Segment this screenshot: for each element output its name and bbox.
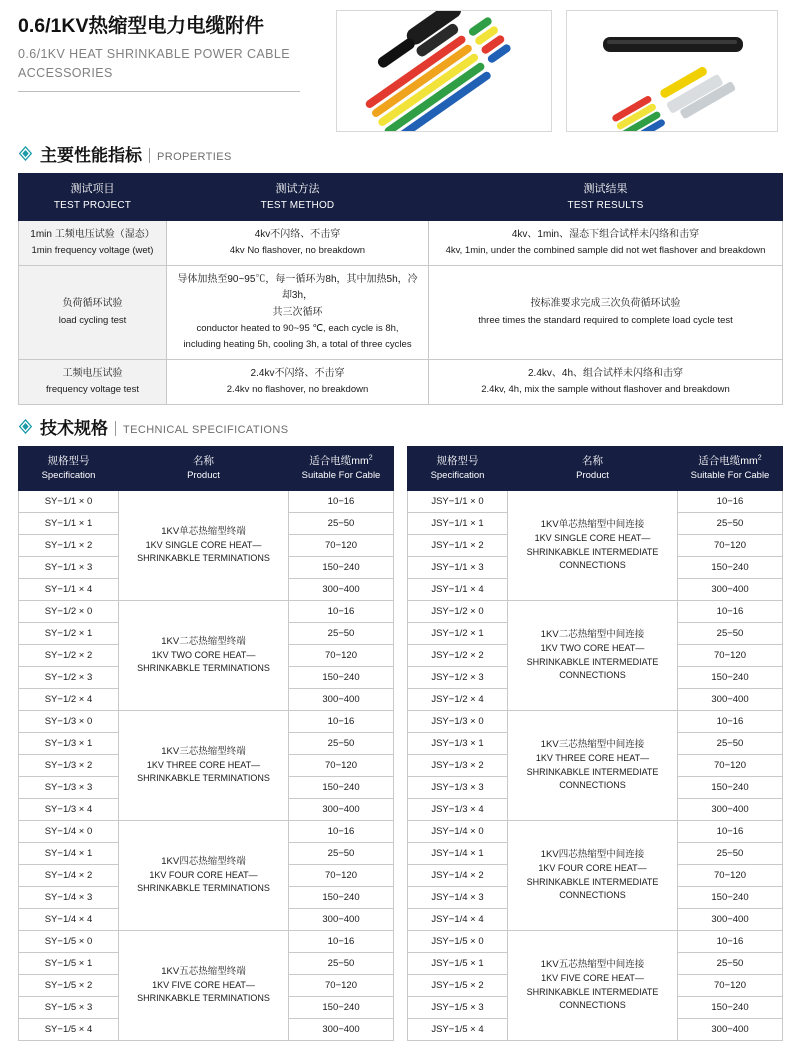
cell-specification: JSY−1/1 × 1 bbox=[408, 512, 508, 534]
cell-suitable-cable: 10−16 bbox=[289, 820, 394, 842]
cell-suitable-cable: 70−120 bbox=[289, 644, 394, 666]
cell-specification: JSY−1/1 × 2 bbox=[408, 534, 508, 556]
cell-specification: JSY−1/2 × 4 bbox=[408, 688, 508, 710]
section-header-properties bbox=[0, 146, 800, 164]
cell-specification: JSY−1/5 × 3 bbox=[408, 996, 508, 1018]
column-header-product: 名称 Product bbox=[508, 446, 678, 490]
cell-suitable-cable: 70−120 bbox=[678, 864, 783, 886]
title-divider bbox=[18, 91, 300, 92]
cell-suitable-cable: 10−16 bbox=[289, 490, 394, 512]
cell-suitable-cable: 70−120 bbox=[289, 974, 394, 996]
cell-specification: JSY−1/2 × 2 bbox=[408, 644, 508, 666]
superscript-two: 2 bbox=[368, 454, 373, 462]
cell-specification: SY−1/3 × 2 bbox=[19, 754, 119, 776]
cell-specification: SY−1/1 × 3 bbox=[19, 556, 119, 578]
cell-specification: SY−1/2 × 0 bbox=[19, 600, 119, 622]
cell-specification: SY−1/1 × 2 bbox=[19, 534, 119, 556]
cell-suitable-cable: 150−240 bbox=[678, 556, 783, 578]
cell-suitable-cable: 150−240 bbox=[289, 666, 394, 688]
cell-specification: JSY−1/1 × 4 bbox=[408, 578, 508, 600]
product-photo-black-tube-and-kit bbox=[566, 10, 778, 132]
diamond-bullet-icon bbox=[18, 419, 33, 434]
cell-specification: JSY−1/4 × 4 bbox=[408, 908, 508, 930]
cell-suitable-cable: 300−400 bbox=[289, 1018, 394, 1040]
title-block bbox=[18, 10, 336, 132]
cell-specification: SY−1/5 × 3 bbox=[19, 996, 119, 1018]
table-header-row bbox=[408, 446, 783, 490]
cell-specification: SY−1/1 × 4 bbox=[19, 578, 119, 600]
cell-specification: SY−1/3 × 3 bbox=[19, 776, 119, 798]
page-title-cn: 0.6/1KV热缩型电力电缆附件 bbox=[18, 15, 264, 37]
cell-product-name: 1KV三芯热缩型中间连接 1KV THREE CORE HEAT—SHRINKABKLE INTERMEDIATE CONNECTIONS bbox=[508, 710, 678, 820]
cell-suitable-cable: 300−400 bbox=[678, 578, 783, 600]
cell-specification: JSY−1/3 × 0 bbox=[408, 710, 508, 732]
cell-suitable-cable: 150−240 bbox=[678, 666, 783, 688]
cell-suitable-cable: 25−50 bbox=[289, 842, 394, 864]
table-row bbox=[408, 600, 783, 622]
superscript-two: 2 bbox=[757, 454, 762, 462]
cell-suitable-cable: 70−120 bbox=[289, 754, 394, 776]
column-header-test-method: 测试方法 TEST METHOD bbox=[167, 174, 429, 221]
section-title-divider bbox=[115, 421, 116, 436]
cell-specification: JSY−1/2 × 3 bbox=[408, 666, 508, 688]
cell-suitable-cable: 25−50 bbox=[678, 512, 783, 534]
cell-specification: JSY−1/4 × 3 bbox=[408, 886, 508, 908]
section-header-specifications bbox=[0, 419, 800, 437]
cell-suitable-cable: 25−50 bbox=[289, 622, 394, 644]
cell-suitable-cable: 150−240 bbox=[289, 776, 394, 798]
column-header-test-project: 测试项目 TEST PROJECT bbox=[19, 174, 167, 221]
cell-suitable-cable: 10−16 bbox=[678, 490, 783, 512]
page-title-en: 0.6/1KV HEAT SHRINKABLE POWER CABLE ACCESSORIES bbox=[18, 47, 290, 80]
page-header bbox=[0, 0, 800, 132]
diamond-bullet-icon bbox=[18, 146, 33, 161]
cell-test-result: 按标准要求完成三次负荷循环试验 three times the standard required to complete load cycle test bbox=[429, 265, 783, 359]
cell-test-project: 1min 工频电压试验（湿态） 1min frequency voltage (wet) bbox=[19, 220, 167, 265]
cell-specification: JSY−1/1 × 3 bbox=[408, 556, 508, 578]
cell-suitable-cable: 25−50 bbox=[289, 512, 394, 534]
cell-specification: SY−1/4 × 2 bbox=[19, 864, 119, 886]
cell-suitable-cable: 25−50 bbox=[289, 952, 394, 974]
cell-specification: JSY−1/5 × 4 bbox=[408, 1018, 508, 1040]
spec-table-terminations bbox=[18, 446, 394, 1041]
cell-product-name: 1KV单芯热缩型终端 1KV SINGLE CORE HEAT—SHRINKABKLE TERMINATIONS bbox=[119, 490, 289, 600]
cell-product-name: 1KV五芯热缩型中间连接 1KV FIVE CORE HEAT—SHRINKABKLE INTERMEDIATE CONNECTIONS bbox=[508, 930, 678, 1040]
product-image-gallery bbox=[336, 10, 782, 132]
cell-product-name: 1KV四芯热缩型终端 1KV FOUR CORE HEAT—SHRINKABKLE TERMINATIONS bbox=[119, 820, 289, 930]
cell-test-project: 负荷循环试验 load cycling test bbox=[19, 265, 167, 359]
cell-product-name: 1KV四芯热缩型中间连接 1KV FOUR CORE HEAT—SHRINKABKLE INTERMEDIATE CONNECTIONS bbox=[508, 820, 678, 930]
cell-suitable-cable: 10−16 bbox=[289, 600, 394, 622]
cell-suitable-cable: 70−120 bbox=[289, 864, 394, 886]
table-row bbox=[19, 359, 783, 404]
cell-specification: SY−1/5 × 4 bbox=[19, 1018, 119, 1040]
cell-suitable-cable: 10−16 bbox=[678, 820, 783, 842]
cell-specification: SY−1/5 × 2 bbox=[19, 974, 119, 996]
cell-test-method: 导体加热至90~95℃，每一循环为8h，其中加热5h，冷却3h， 共三次循环 conductor heated to 90~95 ℃, each cycle is 8h, including heating 5h, cooling 3h, a total of three cycles bbox=[167, 265, 429, 359]
cell-specification: JSY−1/5 × 1 bbox=[408, 952, 508, 974]
cell-specification: SY−1/3 × 0 bbox=[19, 710, 119, 732]
cell-suitable-cable: 300−400 bbox=[678, 798, 783, 820]
table-row bbox=[19, 265, 783, 359]
cell-specification: JSY−1/3 × 4 bbox=[408, 798, 508, 820]
section-title-divider bbox=[149, 148, 150, 163]
cell-suitable-cable: 300−400 bbox=[289, 578, 394, 600]
cell-suitable-cable: 25−50 bbox=[678, 622, 783, 644]
section-title-en: TECHNICAL SPECIFICATIONS bbox=[123, 423, 289, 436]
cell-specification: SY−1/5 × 0 bbox=[19, 930, 119, 952]
cell-specification: JSY−1/2 × 0 bbox=[408, 600, 508, 622]
table-row bbox=[408, 820, 783, 842]
cell-product-name: 1KV单芯热缩型中间连接 1KV SINGLE CORE HEAT—SHRINKABKLE INTERMEDIATE CONNECTIONS bbox=[508, 490, 678, 600]
product-photo-colored-tubes bbox=[336, 10, 552, 132]
cell-suitable-cable: 300−400 bbox=[678, 688, 783, 710]
column-header-suitable-cable: 适合电缆$mm^2$ Suitable For Cable bbox=[289, 446, 394, 490]
cell-suitable-cable: 70−120 bbox=[678, 644, 783, 666]
cell-suitable-cable: 150−240 bbox=[289, 996, 394, 1018]
colored-tubes-illustration bbox=[337, 11, 552, 132]
cell-suitable-cable: 10−16 bbox=[678, 600, 783, 622]
cell-specification: SY−1/3 × 4 bbox=[19, 798, 119, 820]
cell-specification: SY−1/5 × 1 bbox=[19, 952, 119, 974]
cell-suitable-cable: 25−50 bbox=[678, 732, 783, 754]
cell-suitable-cable: 25−50 bbox=[678, 952, 783, 974]
cell-suitable-cable: 150−240 bbox=[678, 996, 783, 1018]
cell-suitable-cable: 10−16 bbox=[289, 710, 394, 732]
table-header-row bbox=[19, 446, 394, 490]
cell-test-result: 4kv、1min、湿态下组合试样未闪络和击穿 4kv, 1min, under the combined sample did not wet flashover and breakdown bbox=[429, 220, 783, 265]
cell-suitable-cable: 300−400 bbox=[289, 688, 394, 710]
table-row bbox=[19, 930, 394, 952]
section-title-cn: 技术规格 bbox=[40, 418, 108, 438]
cell-suitable-cable: 300−400 bbox=[678, 908, 783, 930]
cell-specification: SY−1/1 × 0 bbox=[19, 490, 119, 512]
table-row bbox=[408, 490, 783, 512]
cell-product-name: 1KV三芯热缩型终端 1KV THREE CORE HEAT—SHRINKABKLE TERMINATIONS bbox=[119, 710, 289, 820]
cell-specification: SY−1/2 × 4 bbox=[19, 688, 119, 710]
black-tube-illustration bbox=[567, 11, 778, 132]
cell-suitable-cable: 150−240 bbox=[678, 776, 783, 798]
cell-suitable-cable: 300−400 bbox=[678, 1018, 783, 1040]
cell-suitable-cable: 300−400 bbox=[289, 908, 394, 930]
column-header-product: 名称 Product bbox=[119, 446, 289, 490]
cell-specification: SY−1/4 × 4 bbox=[19, 908, 119, 930]
table-row bbox=[408, 930, 783, 952]
section-title-cn: 主要性能指标 bbox=[40, 146, 142, 165]
cell-suitable-cable: 10−16 bbox=[289, 930, 394, 952]
cell-specification: JSY−1/3 × 3 bbox=[408, 776, 508, 798]
cell-suitable-cable: 70−120 bbox=[678, 754, 783, 776]
cell-specification: SY−1/3 × 1 bbox=[19, 732, 119, 754]
cell-suitable-cable: 70−120 bbox=[678, 534, 783, 556]
cell-specification: JSY−1/4 × 1 bbox=[408, 842, 508, 864]
cell-specification: JSY−1/4 × 2 bbox=[408, 864, 508, 886]
column-header-suitable-cable: 适合电缆$mm^2$ Suitable For Cable bbox=[678, 446, 783, 490]
cell-product-name: 1KV二芯热缩型终端 1KV TWO CORE HEAT—SHRINKABKLE TERMINATIONS bbox=[119, 600, 289, 710]
cell-suitable-cable: 70−120 bbox=[678, 974, 783, 996]
cell-suitable-cable: 150−240 bbox=[678, 886, 783, 908]
cell-suitable-cable: 10−16 bbox=[678, 930, 783, 952]
section-title-en: PROPERTIES bbox=[157, 151, 232, 163]
cell-specification: JSY−1/3 × 2 bbox=[408, 754, 508, 776]
cell-suitable-cable: 10−16 bbox=[678, 710, 783, 732]
cell-specification: SY−1/4 × 3 bbox=[19, 886, 119, 908]
cell-suitable-cable: 150−240 bbox=[289, 886, 394, 908]
cell-suitable-cable: 150−240 bbox=[289, 556, 394, 578]
table-row bbox=[408, 710, 783, 732]
cell-product-name: 1KV五芯热缩型终端 1KV FIVE CORE HEAT—SHRINKABKLE TERMINATIONS bbox=[119, 930, 289, 1040]
cell-specification: JSY−1/5 × 2 bbox=[408, 974, 508, 996]
column-header-test-results: 测试结果 TEST RESULTS bbox=[429, 174, 783, 221]
cell-test-method: 4kv不闪络、不击穿 4kv No flashover, no breakdown bbox=[167, 220, 429, 265]
cell-suitable-cable: 25−50 bbox=[289, 732, 394, 754]
table-row bbox=[19, 220, 783, 265]
table-row bbox=[19, 490, 394, 512]
spec-table-intermediate-connections bbox=[407, 446, 783, 1041]
cell-specification: JSY−1/4 × 0 bbox=[408, 820, 508, 842]
table-row bbox=[19, 710, 394, 732]
cell-specification: JSY−1/1 × 0 bbox=[408, 490, 508, 512]
cell-suitable-cable: 70−120 bbox=[289, 534, 394, 556]
cell-suitable-cable: 300−400 bbox=[289, 798, 394, 820]
cell-specification: SY−1/2 × 2 bbox=[19, 644, 119, 666]
cell-specification: SY−1/2 × 3 bbox=[19, 666, 119, 688]
cell-specification: SY−1/4 × 0 bbox=[19, 820, 119, 842]
cell-suitable-cable: 25−50 bbox=[678, 842, 783, 864]
cell-specification: SY−1/2 × 1 bbox=[19, 622, 119, 644]
cell-specification: SY−1/4 × 1 bbox=[19, 842, 119, 864]
table-header-row bbox=[19, 174, 783, 221]
cell-specification: JSY−1/5 × 0 bbox=[408, 930, 508, 952]
cell-specification: SY−1/1 × 1 bbox=[19, 512, 119, 534]
properties-table bbox=[18, 173, 783, 405]
column-header-specification: 规格型号 Specification bbox=[19, 446, 119, 490]
cell-specification: JSY−1/3 × 1 bbox=[408, 732, 508, 754]
table-row bbox=[19, 600, 394, 622]
specification-tables bbox=[18, 446, 782, 1041]
cell-test-result: 2.4kv、4h、组合试样未闪络和击穿 2.4kv, 4h, mix the sample without flashover and breakdown bbox=[429, 359, 783, 404]
cell-product-name: 1KV二芯热缩型中间连接 1KV TWO CORE HEAT—SHRINKABKLE INTERMEDIATE CONNECTIONS bbox=[508, 600, 678, 710]
column-header-specification: 规格型号 Specification bbox=[408, 446, 508, 490]
cell-specification: JSY−1/2 × 1 bbox=[408, 622, 508, 644]
cell-test-method: 2.4kv不闪络、不击穿 2.4kv no flashover, no breakdown bbox=[167, 359, 429, 404]
table-row bbox=[19, 820, 394, 842]
cell-test-project: 工频电压试验 frequency voltage test bbox=[19, 359, 167, 404]
